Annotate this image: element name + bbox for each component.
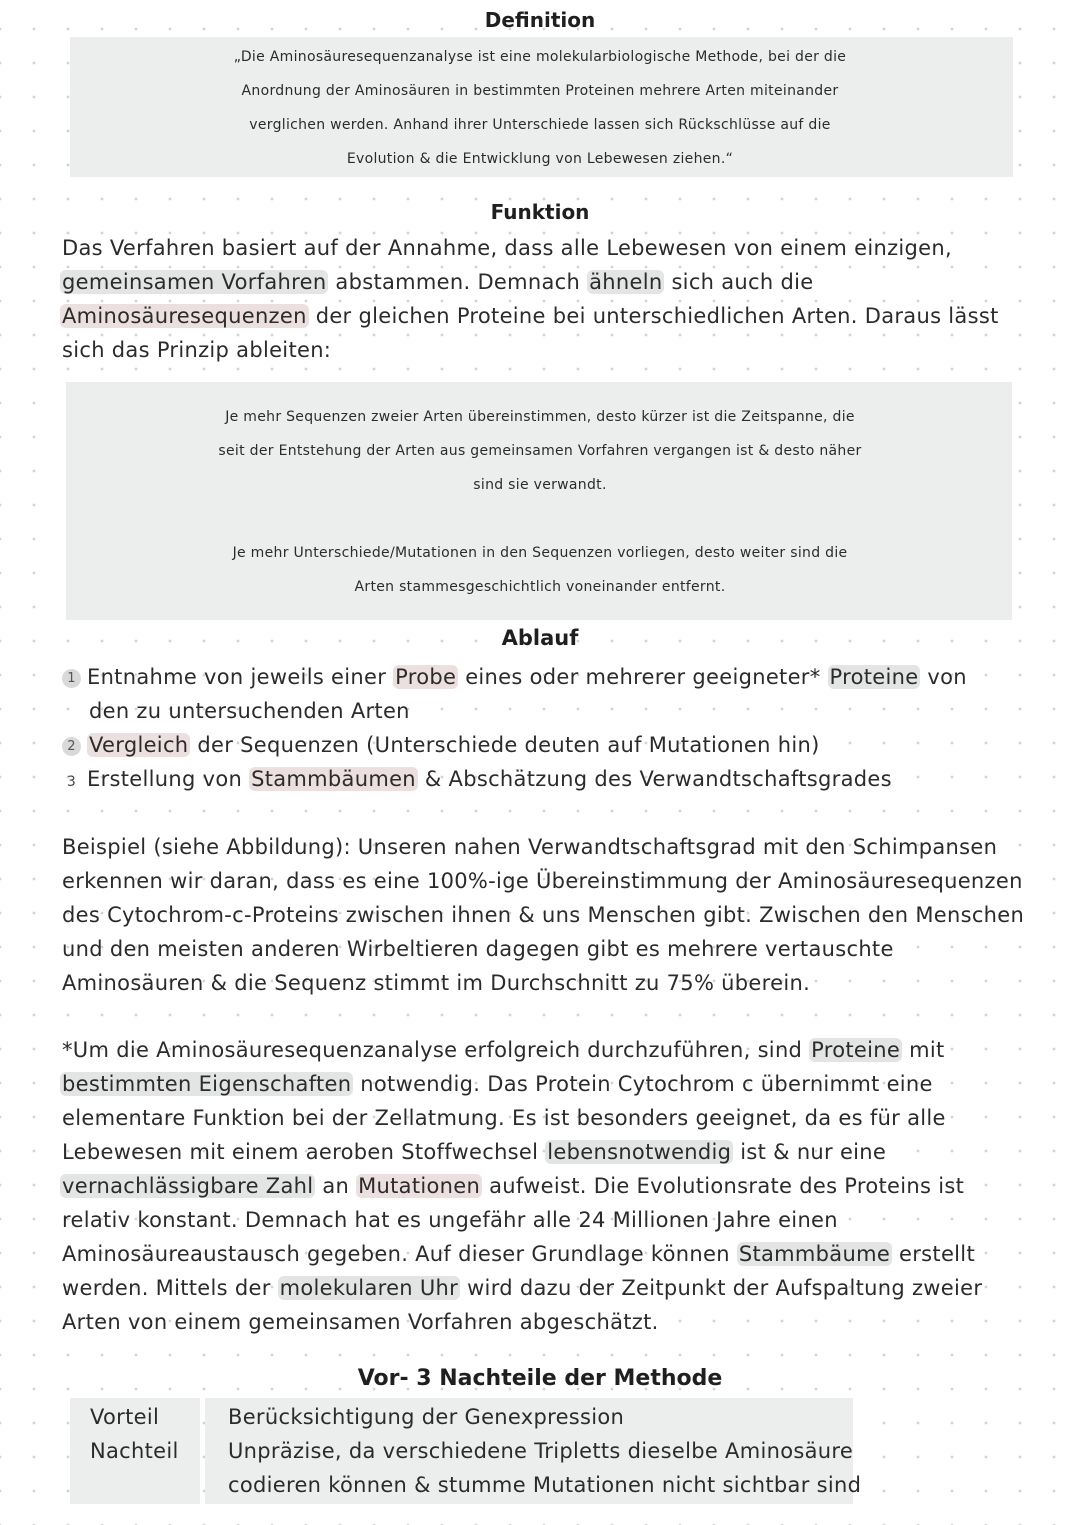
principle-2-line-1: Je mehr Unterschiede/Mutationen in den Sequenzen vorliegen, desto weiter sind die [232, 545, 848, 561]
beispiel-line-1: Beispiel (siehe Abbildung): Unseren nahen Verwandtschaftsgrad mit den Schimpansen [62, 835, 998, 859]
highlight-stammbaeumen: Stammbäumen [251, 767, 416, 791]
nachteil-text-line-2: codieren können & stumme Mutationen nicht sichtbar sind [228, 1473, 862, 1497]
principle-2-line-2: Arten stammesgeschichtlich voneinander entfernt. [354, 579, 726, 595]
definition-line-3: verglichen werden. Anhand ihrer Unterschiede lassen sich Rückschlüsse auf die [249, 117, 831, 133]
ablauf-heading: Ablauf [501, 626, 579, 650]
principle-1-line-2: seit der Entstehung der Arten aus gemeinsamen Vorfahren vergangen ist & desto näher [218, 443, 862, 459]
step-number-3: 3 [66, 774, 77, 790]
step-text: & Abschätzung des Verwandtschaftsgrades [417, 767, 892, 791]
footnote-line-8 [62, 1271, 982, 1305]
footnote-line-6: relativ konstant. Demnach hat es ungefähr alle 24 Millionen Jahre einen [62, 1208, 838, 1232]
footnote-line-4 [62, 1135, 886, 1169]
vorteil-text: Berücksichtigung der Genexpression [228, 1405, 625, 1429]
principle-1-line-1: Je mehr Sequenzen zweier Arten übereinstimmen, desto kürzer ist die Zeitspanne, die [225, 409, 855, 425]
footnote-text: mit [902, 1038, 945, 1062]
definition-line-4: Evolution & die Entwicklung von Lebewesen ziehen.“ [346, 151, 734, 167]
footnote-text: notwendig. Das Protein Cytochrom c übernimmt eine [353, 1072, 933, 1096]
principle-1-line-3: sind sie verwandt. [473, 477, 607, 493]
footnote-line-7 [62, 1237, 975, 1271]
funktion-line-2 [60, 265, 813, 299]
vorteil-label: Vorteil [90, 1405, 160, 1429]
step-text: Entnahme von jeweils einer [87, 665, 394, 689]
footnote-text: erstellt [892, 1242, 975, 1266]
highlight-proteine-2: Proteine [811, 1038, 901, 1062]
step-text: eines oder mehrerer geeigneter* [458, 665, 828, 689]
highlight-probe: Probe [395, 665, 457, 689]
footnote-line-3: elementare Funktion bei der Zellatmung. Es ist besonders geeignet, da es für alle [62, 1106, 946, 1130]
footnote-line-5 [60, 1169, 964, 1203]
highlight-aminosaeuresequenzen: Aminosäuresequenzen [62, 304, 307, 328]
highlight-gemeinsamen-vorfahren: gemeinsamen Vorfahren [62, 270, 327, 294]
highlight-vernachlaessigbare-zahl: vernachlässigbare Zahl [62, 1174, 314, 1198]
vornachteile-heading: Vor- 3 Nachteile der Methode [357, 1366, 723, 1391]
highlight-aehneln: ähneln [589, 270, 663, 294]
ablauf-step-1 [62, 660, 967, 694]
footnote-text: aufweist. Die Evolutionsrate des Proteins ist [482, 1174, 965, 1198]
highlight-proteine: Proteine [829, 665, 919, 689]
definition-line-2: Anordnung der Aminosäuren in bestimmten Proteinen mehrere Arten miteinander [241, 83, 839, 99]
beispiel-line-4: und den meisten anderen Wirbeltieren dagegen gibt es mehrere vertauschte [62, 937, 894, 961]
footnote-text: an [315, 1174, 357, 1198]
nachteil-label: Nachteil [90, 1439, 179, 1463]
ablauf-step-2 [62, 728, 820, 762]
highlight-vergleich: Vergleich [89, 733, 189, 757]
funktion-heading: Funktion [490, 200, 590, 224]
funktion-text: der gleichen Proteine bei unterschiedlichen Arten. Daraus lässt [308, 304, 999, 328]
funktion-line-4: sich das Prinzip ableiten: [62, 338, 332, 362]
funktion-text: sich auch die [664, 270, 814, 294]
funktion-line-1: Das Verfahren basiert auf der Annahme, dass alle Lebewesen von einem einzigen, [62, 236, 952, 260]
step-number-1: 1 [62, 669, 81, 688]
nachteil-text-line-1: Unpräzise, da verschiedene Tripletts dieselbe Aminosäure [228, 1439, 854, 1463]
highlight-bestimmten-eigenschaften: bestimmten Eigenschaften [62, 1072, 352, 1096]
highlight-molekularen-uhr: molekularen Uhr [279, 1276, 459, 1300]
footnote-text: wird dazu der Zeitpunkt der Aufspaltung zweier [460, 1276, 983, 1300]
highlight-mutationen: Mutationen [358, 1174, 481, 1198]
beispiel-line-3: des Cytochrom-c-Proteins zwischen ihnen & uns Menschen gibt. Zwischen den Menschen [62, 903, 1025, 927]
funktion-text: abstammen. Demnach [328, 270, 588, 294]
ablauf-step-3 [62, 762, 892, 799]
footnote-line-2 [60, 1067, 933, 1101]
step-text: von [920, 665, 967, 689]
footnote-text: ist & nur eine [733, 1140, 887, 1164]
beispiel-line-2: erkennen wir daran, dass es eine 100%-ige Übereinstimmung der Aminosäuresequenzen [62, 869, 1023, 893]
funktion-line-3 [60, 299, 999, 333]
step-number-2: 2 [62, 737, 81, 756]
footnote-text: Lebewesen mit einem aeroben Stoffwechsel [62, 1140, 546, 1164]
footnote-text: *Um die Aminosäuresequenzanalyse erfolgreich durchzuführen, sind [62, 1038, 810, 1062]
definition-heading: Definition [484, 8, 596, 32]
step-text: Erstellung von [87, 767, 250, 791]
ablauf-step-1-line-2: den zu untersuchenden Arten [89, 699, 410, 723]
footnote-text: werden. Mittels der [62, 1276, 278, 1300]
footnote-line-9: Arten von einem gemeinsamen Vorfahren abgeschätzt. [62, 1310, 659, 1334]
step-text: der Sequenzen (Unterschiede deuten auf Mutationen hin) [190, 733, 820, 757]
footnote-line-1 [62, 1033, 945, 1067]
highlight-stammbaeume: Stammbäume [738, 1242, 891, 1266]
beispiel-line-5: Aminosäuren & die Sequenz stimmt im Durchschnitt zu 75% überein. [62, 971, 811, 995]
footnote-text: Aminosäureaustausch gegeben. Auf dieser Grundlage können [62, 1242, 737, 1266]
highlight-lebensnotwendig: lebensnotwendig [547, 1140, 732, 1164]
definition-line-1: „Die Aminosäuresequenzanalyse ist eine molekularbiologische Methode, bei der die [233, 49, 847, 65]
